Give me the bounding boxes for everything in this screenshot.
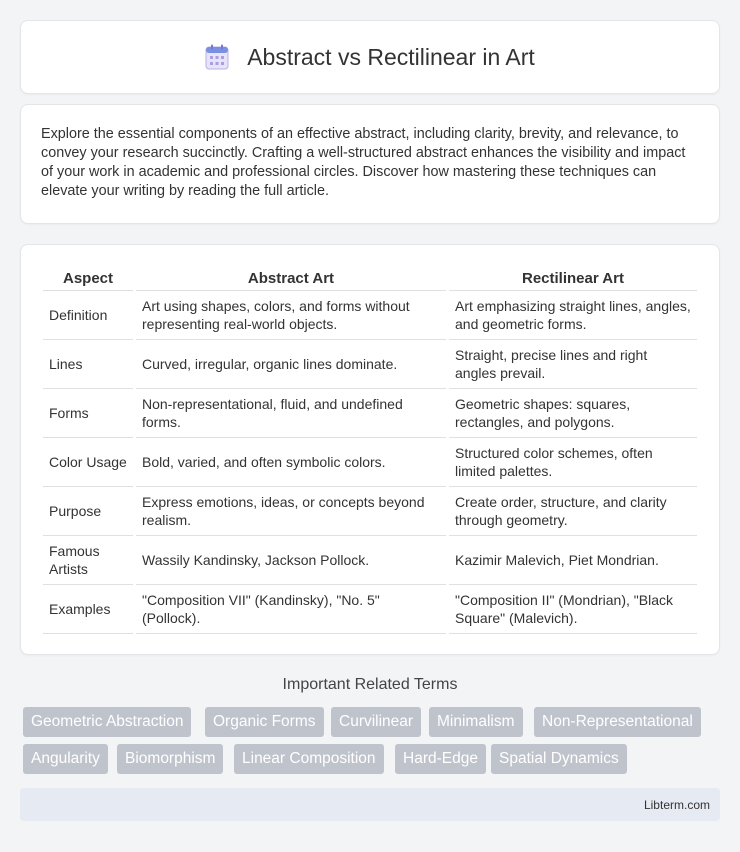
row-aspect: Color Usage [43,438,133,487]
row-aspect: Purpose [43,487,133,536]
table-header-row [43,265,697,291]
row-abstract: "Composition VII" (Kandinsky), "No. 5" (Pollock). [136,585,446,634]
row-abstract: Bold, varied, and often symbolic colors. [136,438,446,487]
row-abstract: Art using shapes, colors, and forms without representing real-world objects. [136,291,446,340]
table-row [43,487,697,536]
intro-text: Explore the essential components of an effective abstract, including clarity, brevity, and relevance, to convey your research succinctly. Crafting a well-structured abstract enhances the visibility and impact of your work in academic and professional circles. Discover how mastering these techniques can elevate your writing by reading the full article. [41,126,686,199]
header-rectilinear: Rectilinear Art [449,265,697,291]
table-row [43,536,697,585]
row-rectilinear: Geometric shapes: squares, rectangles, and polygons. [449,389,697,438]
footer-link[interactable]: Libterm.com [643,798,710,812]
table-row [43,585,697,634]
page-title: Abstract vs Rectilinear in Art [247,43,535,70]
term-tag[interactable]: Angularity [23,744,108,774]
related-terms-title: Important Related Terms [282,676,458,693]
row-abstract: Express emotions, ideas, or concepts beyond realism. [136,487,446,536]
row-aspect: Famous Artists [43,536,133,585]
term-tag[interactable]: Curvilinear [331,707,421,737]
calendar-icon [205,44,229,70]
row-rectilinear: "Composition II" (Mondrian), "Black Square" (Malevich). [449,585,697,634]
row-abstract: Wassily Kandinsky, Jackson Pollock. [136,536,446,585]
row-abstract: Curved, irregular, organic lines dominate. [136,340,446,389]
row-rectilinear: Straight, precise lines and right angles prevail. [449,340,697,389]
term-tag[interactable]: Non-Representational [534,707,701,737]
header-aspect: Aspect [43,265,133,291]
header-abstract: Abstract Art [136,265,446,291]
term-tag[interactable]: Biomorphism [117,744,223,774]
table-row [43,291,697,340]
footer [20,788,720,821]
row-rectilinear: Create order, structure, and clarity through geometry. [449,487,697,536]
comparison-card [20,244,720,655]
table-row [43,340,697,389]
row-rectilinear: Art emphasizing straight lines, angles, and geometric forms. [449,291,697,340]
table-row [43,389,697,438]
intro-card [20,104,720,224]
table-row [43,438,697,487]
row-rectilinear: Structured color schemes, often limited palettes. [449,438,697,487]
header-card [20,20,720,94]
term-tag[interactable]: Minimalism [429,707,523,737]
row-abstract: Non-representational, fluid, and undefined forms. [136,389,446,438]
term-tag[interactable]: Geometric Abstraction [23,707,191,737]
term-tag[interactable]: Hard-Edge [395,744,486,774]
row-aspect: Lines [43,340,133,389]
term-tag[interactable]: Linear Composition [234,744,384,774]
row-aspect: Examples [43,585,133,634]
row-aspect: Forms [43,389,133,438]
term-tag[interactable]: Spatial Dynamics [491,744,627,774]
row-rectilinear: Kazimir Malevich, Piet Mondrian. [449,536,697,585]
comparison-table [40,265,700,634]
term-tag[interactable]: Organic Forms [205,707,324,737]
row-aspect: Definition [43,291,133,340]
